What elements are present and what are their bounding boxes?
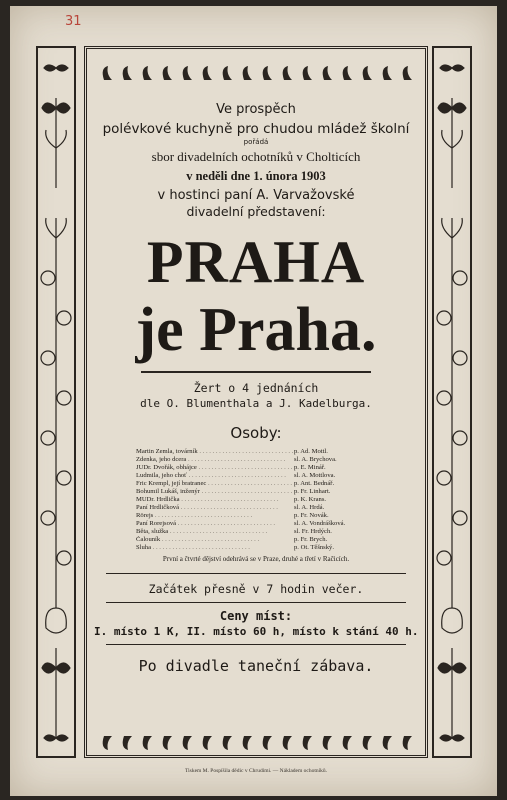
cast-row [136,488,376,496]
cast-role: Zdenka, jeho dcera . . . [136,456,294,464]
handwritten-number: 31 [65,14,82,29]
cast-actor: p. Fr. Linhart. [294,488,331,495]
performance-label: divadelní představení: [186,204,326,219]
dedication-line: Ve prospěch [216,102,296,117]
cast-actor: p. Fr. Brych. [294,536,328,543]
cast-actor: sl. A. Mottlova. [294,472,336,479]
setting-note: První a čtvrté dějství odehrává se v Praze, druhé a třetí v Račicích. [162,555,350,563]
cast-role: Ludmila, jeho choť . . . [136,472,294,480]
top-ornament-row [94,64,418,84]
cast-actor: sl. Fr. Hrdých. [294,528,332,535]
cast-role: Bohumil Lukáš, inženýr . . . [136,488,294,496]
cast-actor: p. Ant. Bednář. [294,480,335,487]
cast-role: MUDr. Hrdlička . . . [136,496,294,504]
cast-row [136,456,376,464]
organizer-label: pořádá [243,138,269,146]
cast-role: Martin Zemla, továrník . . . [136,448,294,456]
organizer-line: sbor divadelních ochotníků v Cholticích [151,149,361,164]
poster-text [94,102,418,675]
poster-sheet [10,6,497,796]
cast-row [136,480,376,488]
date-line: v neděli dne 1. února 1903 [186,169,326,183]
leaf-ornament-icon [94,732,418,752]
play-title-line2: je Praha. [135,296,377,364]
cast-role: Běta, služka . . . [136,528,294,536]
genre-line: Žert o 4 jednáních [193,381,319,395]
prices-heading: Ceny míst: [219,609,293,623]
title-divider [141,371,371,373]
left-floral-border [36,46,76,758]
cast-actor: p. Fr. Novák. [294,512,329,519]
cast-role: JUDr. Dvořák, obhájce . . . [136,464,294,472]
cast-actor: sl. A. Vondrášková. [294,520,346,527]
floral-ornament-icon [38,48,74,756]
printer-imprint: Tiskem M. Pospíšila dědic v Chrudimi. — Nákladem ochotníků. [184,768,328,774]
cast-role: Paní Hrdličková . . . [136,504,294,512]
prices-line: I. místo 1 K, II. místo 60 h, místo k stání 40 h. [94,625,419,638]
venue-line: v hostinci paní A. Varvažovské [157,188,355,203]
cast-heading: Osoby: [230,424,282,442]
cast-row [136,520,376,528]
cast-actor: sl. A. Hrdá. [294,504,325,511]
cast-row [136,536,376,544]
cast-actor: sl. A. Brychova. [294,456,337,463]
cast-role: Paní Rorejsová . . . [136,520,294,528]
dance-line: Po divadle taneční zábava. [138,657,374,675]
leaf-ornament-icon [94,64,418,84]
cast-actor: p. K. Krans. [294,496,327,503]
section-divider [106,644,406,645]
start-time-line: Začátek přesně v 7 hodin večer. [148,582,364,596]
cast-row [136,528,376,536]
cast-actor: p. E. Minář. [294,464,326,471]
floral-ornament-icon [434,48,470,756]
cast-row [136,504,376,512]
section-divider [106,602,406,603]
cast-row [136,448,376,456]
cast-row [136,512,376,520]
cast-role: Sluha . . . [136,544,294,552]
cast-role: Fric Krempl, její bratranec . . . [136,480,294,488]
cast-role: Rörejs . . . [136,512,294,520]
right-floral-border [432,46,472,758]
cast-role: Čalouník . . . [136,536,294,544]
cast-actor: p. Ot. Těšnský. [294,544,334,551]
cast-list [136,448,376,552]
cast-actor: p. Ad. Mottl. [294,448,328,455]
beneficiary-line: polévkové kuchyně pro chudou mládež školní [102,121,410,137]
authors-line: dle O. Blumenthala a J. Kadelburga. [140,397,372,410]
bottom-ornament-row [94,732,418,752]
cast-row [136,496,376,504]
cast-row [136,464,376,472]
cast-row [136,472,376,480]
cast-row [136,544,376,552]
play-title-line1: PRAHA [146,229,366,295]
